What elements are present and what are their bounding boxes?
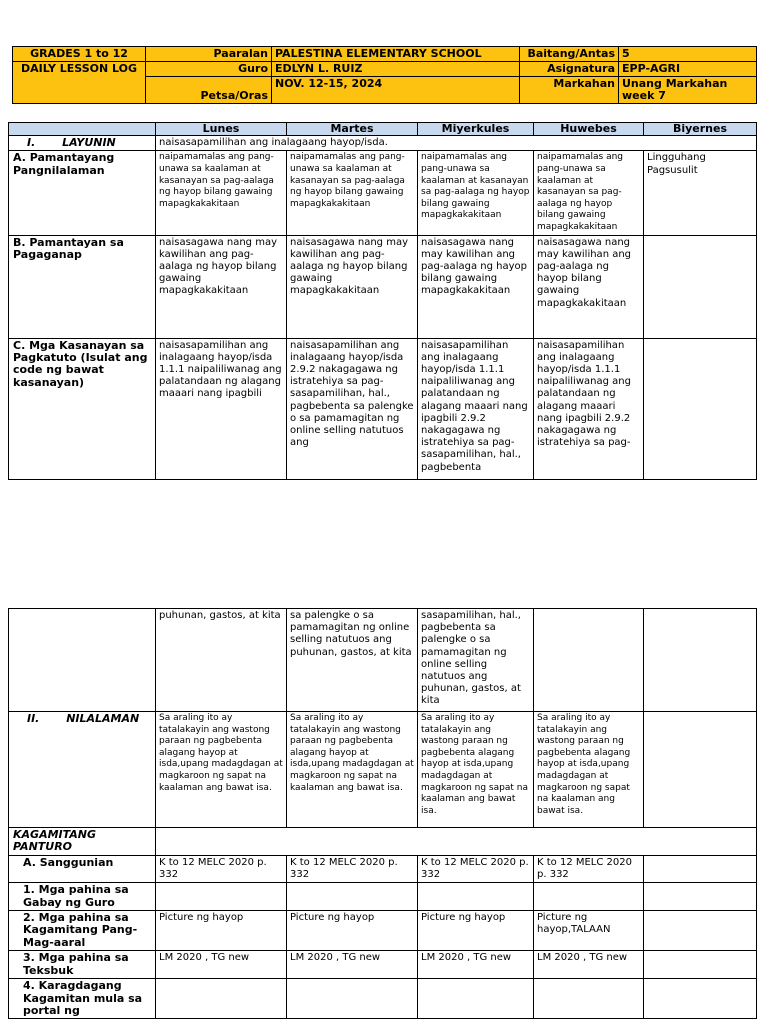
header-blank-cell xyxy=(9,123,156,136)
table-cell: naipamamalas ang pang-unawa sa kaalaman at kasanayan sa pag-aalaga ng hayop bilang gawaing mapagkakakitaan xyxy=(534,151,644,235)
learning-resources-blank xyxy=(156,828,757,856)
table-cell xyxy=(644,979,757,1019)
references-row xyxy=(9,855,757,882)
content-label-num: II. xyxy=(27,712,40,725)
table-cell xyxy=(418,979,534,1019)
table-cell: sa palengke o sa pamamagitan ng online selling natutuos ang puhunan, gastos, at kita xyxy=(287,609,418,712)
table-cell: Picture ng hayop,TALAAN xyxy=(534,911,644,951)
table-cell xyxy=(644,911,757,951)
content-label xyxy=(9,712,156,828)
dll-label: DAILY LESSON LOG xyxy=(13,62,146,104)
grade-level-label: Baitang/Antas xyxy=(520,47,619,62)
table-cell xyxy=(644,951,757,979)
lesson-table-page-2 xyxy=(8,608,757,1019)
grade-level-value: 5 xyxy=(619,47,757,62)
objectives-label-num: I. xyxy=(27,136,36,149)
learner-material-row xyxy=(9,911,757,951)
table-cell: naipamamalas ang pang-unawa sa kaalaman at kasanayan sa pag-aalaga ng hayop bilang gawaing mapagkakakitaan xyxy=(287,151,418,235)
learning-resources-label: KAGAMITANG PANTURO xyxy=(9,828,156,856)
date-value: NOV. 12-15, 2024 xyxy=(272,77,520,104)
day-header: Lunes xyxy=(156,123,287,136)
table-cell: LM 2020 , TG new xyxy=(534,951,644,979)
teacher-guide-label: 1. Mga pahina sa Gabay ng Guro xyxy=(9,883,156,911)
day-header: Biyernes xyxy=(644,123,757,136)
table-cell xyxy=(644,883,757,911)
learning-resources-row xyxy=(9,828,757,856)
table-cell xyxy=(644,855,757,882)
table-cell xyxy=(534,609,644,712)
table-cell: Sa araling ito ay tatalakayin ang wastong paraan ng pagbebenta alagang hayop at isda,upang madagdagan at magkaroon ng sapat na kaalaman ang bawat isa. xyxy=(534,712,644,828)
table-cell: naisasapamilihan ang inalagaang hayop/isda 1.1.1 naipaliliwanag ang palatandaan ng alagang maaari nang ipagbili 2.9.2 nakagagawa ng istratehiya sa pag-sasapamilihan, hal., pagbebenta xyxy=(418,338,534,479)
table-cell xyxy=(644,338,757,479)
table-cell: naisasagawa nang may kawilihan ang pag-aalaga ng hayop bilang gawaing mapagkakakitaan xyxy=(418,235,534,338)
content-standard-row xyxy=(9,151,757,235)
date-label: Petsa/Oras xyxy=(146,77,272,104)
day-header: Miyerkules xyxy=(418,123,534,136)
table-cell: Sa araling ito ay tatalakayin ang wastong paraan ng pagbebenta alagang hayop at isda,upang madagdagan at magkaroon ng sapat na kaalaman ang bawat isa. xyxy=(287,712,418,828)
table-cell xyxy=(418,883,534,911)
table-cell: naisasagawa nang may kawilihan ang pag-aalaga ng hayop bilang gawaing mapagkakakitaan xyxy=(534,235,644,338)
table-cell: naisasagawa nang may kawilihan ang pag-aalaga ng hayop bilang gawaing mapagkakakitaan xyxy=(287,235,418,338)
teacher-value: EDLYN L. RUIZ xyxy=(272,62,520,77)
table-cell: K to 12 MELC 2020 p. 332 xyxy=(534,855,644,882)
table-cell: Sa araling ito ay tatalakayin ang wastong paraan ng pagbebenta alagang hayop at isda,upang madagdagan at magkaroon ng sapat na kaalaman ang bawat isa. xyxy=(156,712,287,828)
table-cell: K to 12 MELC 2020 p. 332 xyxy=(156,855,287,882)
days-header-row xyxy=(9,123,757,136)
table-cell: LM 2020 , TG new xyxy=(156,951,287,979)
additional-materials-label: 4. Karagdagang Kagamitan mula sa portal ng xyxy=(9,979,156,1019)
teacher-label: Guro xyxy=(146,62,272,77)
table-cell xyxy=(287,883,418,911)
table-cell xyxy=(9,609,156,712)
school-value: PALESTINA ELEMENTARY SCHOOL xyxy=(272,47,520,62)
table-cell xyxy=(156,979,287,1019)
textbook-row xyxy=(9,951,757,979)
table-cell: Picture ng hayop xyxy=(418,911,534,951)
table-cell: Picture ng hayop xyxy=(287,911,418,951)
day-header: Martes xyxy=(287,123,418,136)
table-cell: K to 12 MELC 2020 p. 332 xyxy=(287,855,418,882)
table-cell: sasapamilihan, hal., pagbebenta sa palengke o sa pamamagitan ng online selling natutuos ang puhunan, gastos, at kita xyxy=(418,609,534,712)
references-label: A. Sanggunian xyxy=(9,855,156,882)
day-header: Huwebes xyxy=(534,123,644,136)
table-cell xyxy=(644,235,757,338)
table-cell: naisasagawa nang may kawilihan ang pag-aalaga ng hayop bilang gawaing mapagkakakitaan xyxy=(156,235,287,338)
header-table xyxy=(12,46,757,104)
grades-label: GRADES 1 to 12 xyxy=(13,47,146,62)
teacher-guide-row xyxy=(9,883,757,911)
table-cell: Lingguhang Pagsusulit xyxy=(644,151,757,235)
textbook-label: 3. Mga pahina sa Teksbuk xyxy=(9,951,156,979)
objectives-label-text: LAYUNIN xyxy=(62,136,116,149)
performance-standard-label: B. Pamantayan sa Pagaganap xyxy=(9,235,156,338)
quarter-label: Markahan xyxy=(520,77,619,104)
table-cell: naisasapamilihan ang inalagaang hayop/isda 2.9.2 nakagagawa ng istratehiya sa pag-sasapamilihan, hal., pagbebenta sa palengke o sa pamamagitan ng online selling natutuos ang xyxy=(287,338,418,479)
table-cell: LM 2020 , TG new xyxy=(418,951,534,979)
table-cell: LM 2020 , TG new xyxy=(287,951,418,979)
table-cell: Picture ng hayop xyxy=(156,911,287,951)
table-cell: puhunan, gastos, at kita xyxy=(156,609,287,712)
school-label: Paaralan xyxy=(146,47,272,62)
subject-label: Asignatura xyxy=(520,62,619,77)
table-cell: naipamamalas ang pang-unawa sa kaalaman at kasanayan sa pag-aalaga ng hayop bilang gawaing mapagkakakitaan xyxy=(156,151,287,235)
table-cell: Sa araling ito ay tatalakayin ang wastong paraan ng pagbebenta alagang hayop at isda,upang madagdagan at magkaroon ng sapat na kaalaman ang bawat isa. xyxy=(418,712,534,828)
table-cell xyxy=(534,979,644,1019)
performance-standard-row xyxy=(9,235,757,338)
objectives-label xyxy=(9,136,156,151)
table-cell: naisasapamilihan ang inalagaang hayop/isda 1.1.1 naipaliliwanag ang palatandaan ng alagang maaari nang ipagbili xyxy=(156,338,287,479)
additional-materials-row xyxy=(9,979,757,1019)
table-cell xyxy=(534,883,644,911)
learner-material-label: 2. Mga pahina sa Kagamitang Pang-Mag-aaral xyxy=(9,911,156,951)
competencies-continued-row xyxy=(9,609,757,712)
competencies-row xyxy=(9,338,757,479)
objectives-text: naisasapamilihan ang inalagaang hayop/isda. xyxy=(156,136,757,151)
content-row xyxy=(9,712,757,828)
table-cell xyxy=(644,609,757,712)
content-standard-label: A. Pamantayang Pangnilalaman xyxy=(9,151,156,235)
subject-value: EPP-AGRI xyxy=(619,62,757,77)
table-cell: naipamamalas ang pang-unawa sa kaalaman at kasanayan sa pag-aalaga ng hayop bilang gawaing mapagkakakitaan xyxy=(418,151,534,235)
table-cell: naisasapamilihan ang inalagaang hayop/isda 1.1.1 naipaliliwanag ang palatandaan ng alagang maaari nang ipagbili 2.9.2 nakagagawa ng istratehiya sa pag- xyxy=(534,338,644,479)
table-cell xyxy=(644,712,757,828)
lesson-table-page-1 xyxy=(8,122,757,480)
table-cell xyxy=(156,883,287,911)
table-cell xyxy=(287,979,418,1019)
table-cell: K to 12 MELC 2020 p. 332 xyxy=(418,855,534,882)
quarter-value: Unang Markahan week 7 xyxy=(619,77,757,104)
objectives-row xyxy=(9,136,757,151)
competencies-label: C. Mga Kasanayan sa Pagkatuto (Isulat ang code ng bawat kasanayan) xyxy=(9,338,156,479)
content-label-text: NILALAMAN xyxy=(66,712,140,725)
